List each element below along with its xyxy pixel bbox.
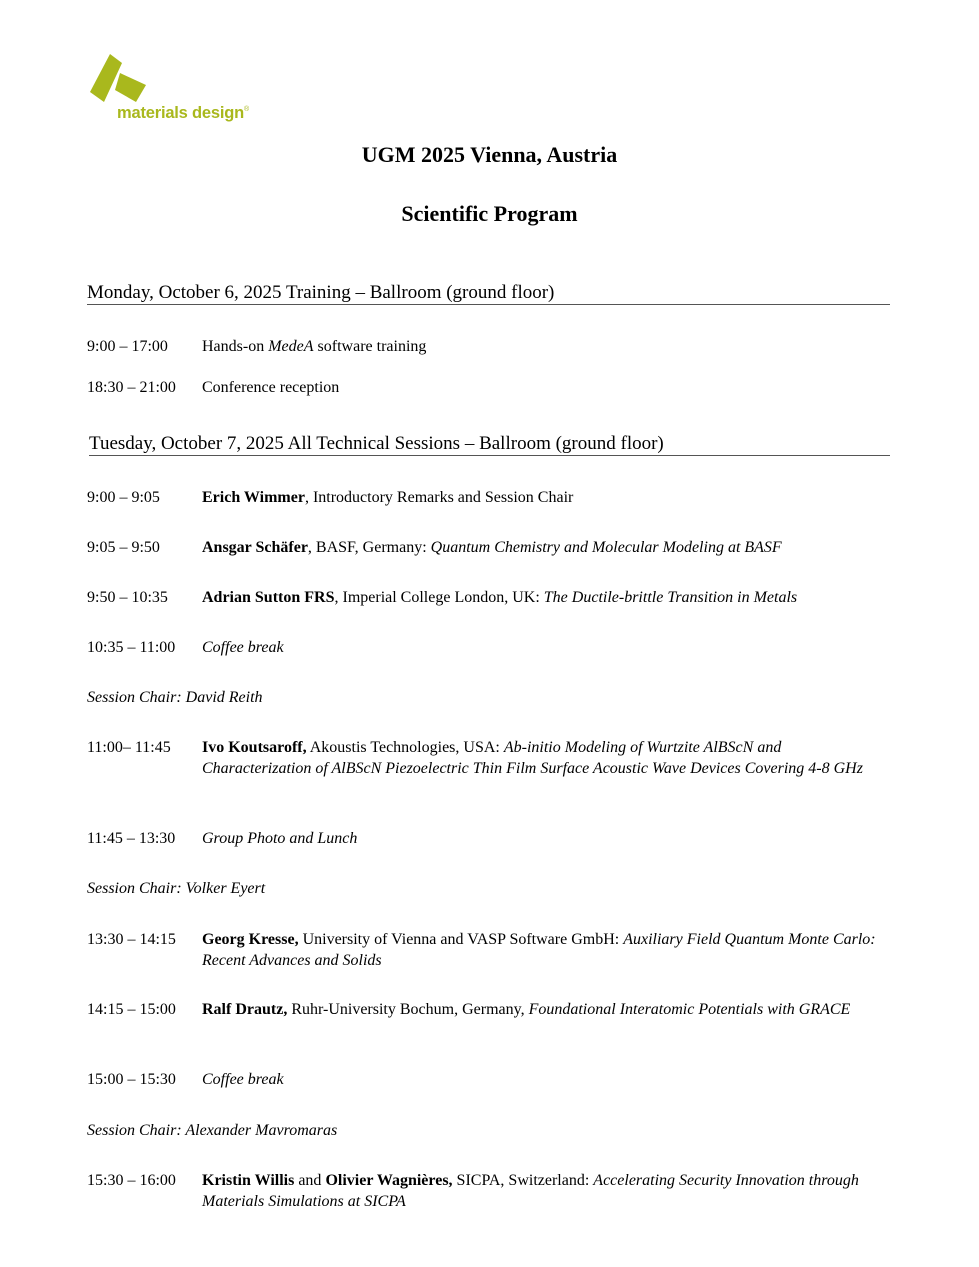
- session-chair: Session Chair: David Reith: [87, 689, 263, 706]
- logo-text: materials design®: [117, 104, 249, 122]
- logo-mark-icon: [88, 54, 148, 106]
- session-chair: Session Chair: Volker Eyert: [87, 880, 266, 897]
- row-time: 13:30 – 14:15: [87, 931, 176, 948]
- row-desc: Ansgar Schäfer, BASF, Germany: Quantum Chemistry and Molecular Modeling at BASF: [202, 539, 782, 556]
- row-desc: Coffee break: [202, 639, 284, 656]
- tuesday-heading: Tuesday, October 7, 2025 All Technical Sessions – Ballroom (ground floor): [89, 433, 890, 456]
- row-desc: Adrian Sutton FRS, Imperial College London, UK: The Ductile-brittle Transition in Metals: [202, 589, 798, 606]
- row-time: 15:00 – 15:30: [87, 1071, 176, 1088]
- row-time: 11:45 – 13:30: [87, 830, 176, 847]
- row-time: 9:00 – 17:00: [87, 338, 168, 355]
- row-desc: Group Photo and Lunch: [202, 830, 358, 847]
- row-desc: Georg Kresse, University of Vienna and VASP Software GmbH: Auxiliary Field Quantum Monte Carlo: Recent Advances and Solids: [202, 931, 876, 969]
- page-subtitle: Scientific Program: [401, 201, 578, 226]
- row-desc: Coffee break: [202, 1071, 284, 1088]
- row-time: 14:15 – 15:00: [87, 1001, 176, 1018]
- row-desc: Ralf Drautz, Ruhr-University Bochum, Germany, Foundational Interatomic Potentials with GRACE: [202, 1001, 851, 1018]
- page-title: UGM 2025 Vienna, Austria: [361, 142, 618, 167]
- row-time: 9:00 – 9:05: [87, 489, 160, 506]
- row-desc: Hands-on MedeA software training: [202, 338, 427, 355]
- row-desc: Conference reception: [202, 379, 340, 396]
- row-time: 15:30 – 16:00: [87, 1172, 176, 1189]
- row-desc: Ivo Koutsaroff, Akoustis Technologies, USA: Ab-initio Modeling of Wurtzite AlBScN and Characterization of AlBScN Piezoelectric Thin Film Surface Acoustic Wave Devices Covering 4-8 GHz: [202, 739, 863, 777]
- row-desc: Kristin Willis and Olivier Wagnières, SICPA, Switzerland: Accelerating Security Innovation through Materials Simulations at SICPA: [202, 1172, 859, 1210]
- materials-design-logo: [88, 54, 278, 126]
- monday-heading: Monday, October 6, 2025 Training – Ballroom (ground floor): [87, 282, 890, 305]
- row-time: 18:30 – 21:00: [87, 379, 176, 396]
- row-time: 10:35 – 11:00: [87, 639, 176, 656]
- row-desc: Erich Wimmer, Introductory Remarks and Session Chair: [202, 489, 574, 506]
- row-time: 11:00– 11:45: [87, 739, 171, 756]
- session-chair: Session Chair: Alexander Mavromaras: [87, 1122, 338, 1139]
- row-time: 9:50 – 10:35: [87, 589, 168, 606]
- row-time: 9:05 – 9:50: [87, 539, 160, 556]
